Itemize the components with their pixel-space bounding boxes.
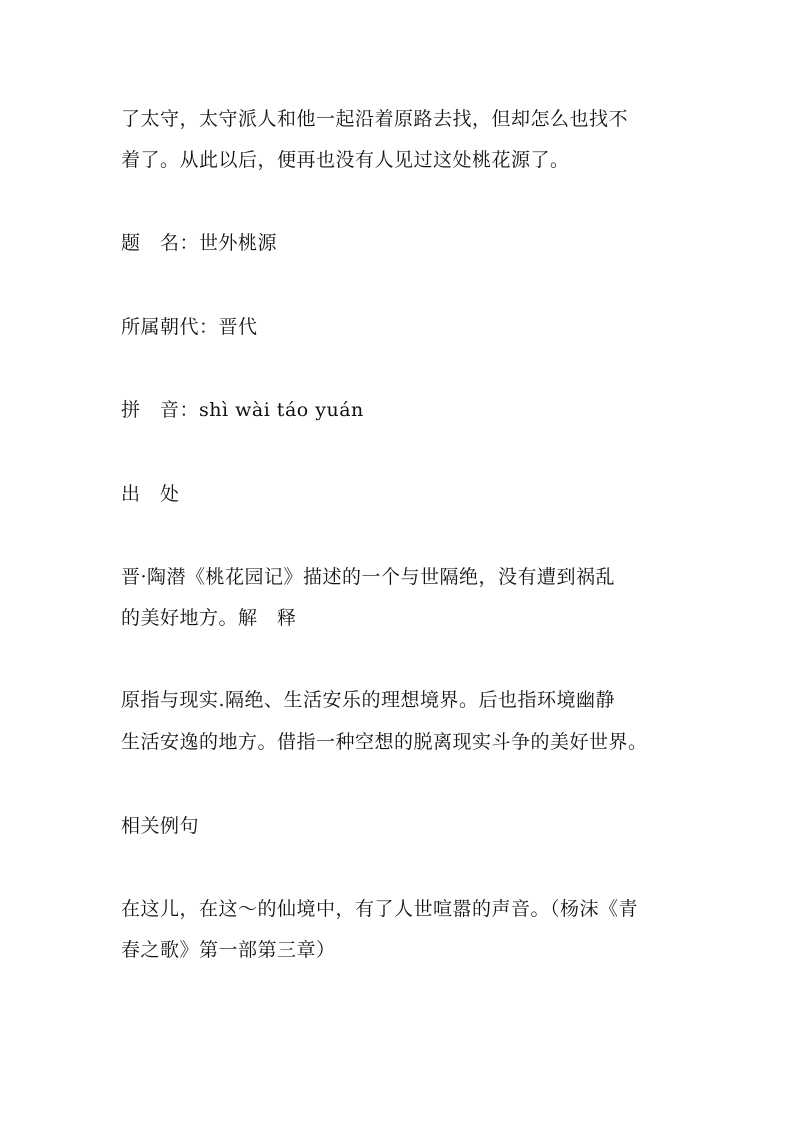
example-heading: 相关例句: [121, 815, 200, 837]
meaning-line-2: 生活安逸的地方。借指一种空想的脱离现实斗争的美好世界。: [121, 731, 648, 753]
intro-line-1: 了太守，太守派人和他一起沿着原路去找，但却怎么也找不: [121, 108, 629, 130]
example-line-1: 在这儿，在这～的仙境中，有了人世喧嚣的声音。（杨沫《青: [121, 898, 639, 920]
source-heading: 出 处: [121, 483, 180, 505]
dynasty: 所属朝代：晋代: [121, 316, 258, 338]
idiom-title: 题 名：世外桃源: [121, 232, 278, 254]
example-line-2: 春之歌》第一部第三章）: [121, 939, 336, 961]
meaning-line-1: 原指与现实.隔绝、生活安乐的理想境界。后也指环境幽静: [121, 689, 616, 711]
source-line-1: 晋·陶潜《桃花园记》描述的一个与世隔绝，没有遭到祸乱: [121, 566, 616, 588]
intro-line-2: 着了。从此以后，便再也没有人见过这处桃花源了。: [121, 149, 570, 171]
pinyin: 拼 音：shì wài táo yuán: [121, 399, 364, 421]
source-line-2: 的美好地方。解 释: [121, 607, 297, 629]
